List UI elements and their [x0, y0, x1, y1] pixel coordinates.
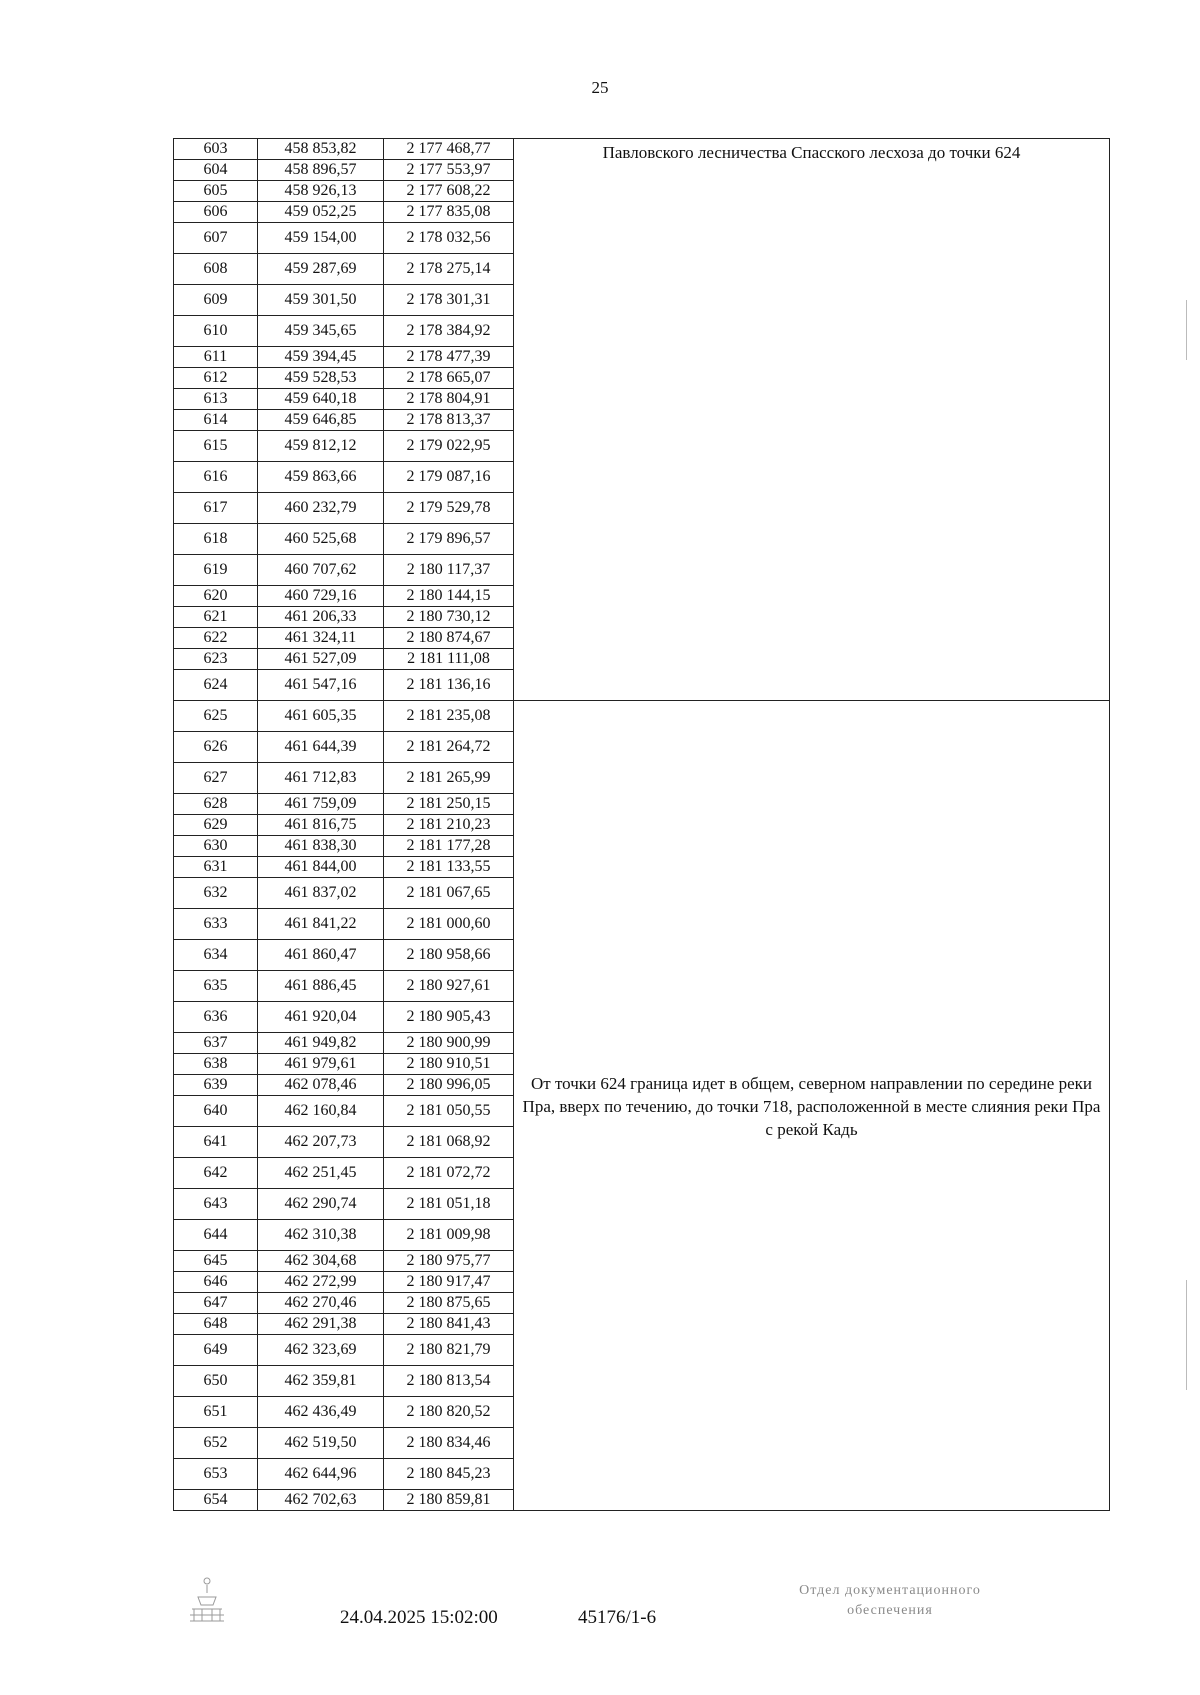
y-coordinate-cell: 2 178 275,14 — [384, 254, 514, 285]
emblem-stamp-icon — [186, 1575, 228, 1627]
x-coordinate-cell: 458 926,13 — [258, 181, 384, 202]
y-coordinate-cell: 2 180 975,77 — [384, 1251, 514, 1272]
x-coordinate-cell: 459 154,00 — [258, 223, 384, 254]
y-coordinate-cell: 2 181 136,16 — [384, 670, 514, 701]
x-coordinate-cell: 462 310,38 — [258, 1220, 384, 1251]
point-number-cell: 652 — [174, 1428, 258, 1459]
y-coordinate-cell: 2 180 841,43 — [384, 1314, 514, 1335]
x-coordinate-cell: 461 816,75 — [258, 815, 384, 836]
y-coordinate-cell: 2 177 468,77 — [384, 139, 514, 160]
x-coordinate-cell: 459 301,50 — [258, 285, 384, 316]
x-coordinate-cell: 458 853,82 — [258, 139, 384, 160]
y-coordinate-cell: 2 179 529,78 — [384, 493, 514, 524]
department-stamp-line: обеспечения — [847, 1603, 933, 1618]
point-number-cell: 604 — [174, 160, 258, 181]
point-number-cell: 629 — [174, 815, 258, 836]
point-number-cell: 627 — [174, 763, 258, 794]
x-coordinate-cell: 461 527,09 — [258, 649, 384, 670]
point-number-cell: 617 — [174, 493, 258, 524]
x-coordinate-cell: 462 290,74 — [258, 1189, 384, 1220]
y-coordinate-cell: 2 181 177,28 — [384, 836, 514, 857]
y-coordinate-cell: 2 180 874,67 — [384, 628, 514, 649]
y-coordinate-cell: 2 177 835,08 — [384, 202, 514, 223]
y-coordinate-cell: 2 180 117,37 — [384, 555, 514, 586]
x-coordinate-cell: 461 920,04 — [258, 1002, 384, 1033]
point-number-cell: 605 — [174, 181, 258, 202]
point-number-cell: 639 — [174, 1075, 258, 1096]
boundary-description-cell: Павловского лесничества Спасского лесхоза до точки 624 — [514, 139, 1110, 701]
y-coordinate-cell: 2 180 958,66 — [384, 940, 514, 971]
point-number-cell: 645 — [174, 1251, 258, 1272]
y-coordinate-cell: 2 181 051,18 — [384, 1189, 514, 1220]
point-number-cell: 644 — [174, 1220, 258, 1251]
point-number-cell: 607 — [174, 223, 258, 254]
x-coordinate-cell: 459 812,12 — [258, 431, 384, 462]
x-coordinate-cell: 462 644,96 — [258, 1459, 384, 1490]
x-coordinate-cell: 460 707,62 — [258, 555, 384, 586]
point-number-cell: 611 — [174, 347, 258, 368]
x-coordinate-cell: 462 359,81 — [258, 1366, 384, 1397]
y-coordinate-cell: 2 177 553,97 — [384, 160, 514, 181]
coordinates-table — [173, 138, 1110, 1511]
y-coordinate-cell: 2 180 813,54 — [384, 1366, 514, 1397]
y-coordinate-cell: 2 181 210,23 — [384, 815, 514, 836]
x-coordinate-cell: 461 841,22 — [258, 909, 384, 940]
x-coordinate-cell: 461 712,83 — [258, 763, 384, 794]
x-coordinate-cell: 460 729,16 — [258, 586, 384, 607]
y-coordinate-cell: 2 180 917,47 — [384, 1272, 514, 1293]
y-coordinate-cell: 2 180 900,99 — [384, 1033, 514, 1054]
y-coordinate-cell: 2 178 301,31 — [384, 285, 514, 316]
y-coordinate-cell: 2 181 068,92 — [384, 1127, 514, 1158]
footer-document-number: 45176/1-6 — [578, 1607, 657, 1628]
y-coordinate-cell: 2 178 804,91 — [384, 389, 514, 410]
x-coordinate-cell: 459 528,53 — [258, 368, 384, 389]
point-number-cell: 648 — [174, 1314, 258, 1335]
y-coordinate-cell: 2 179 022,95 — [384, 431, 514, 462]
scan-mark — [1186, 300, 1187, 360]
point-number-cell: 614 — [174, 410, 258, 431]
point-number-cell: 641 — [174, 1127, 258, 1158]
y-coordinate-cell: 2 178 477,39 — [384, 347, 514, 368]
x-coordinate-cell: 462 251,45 — [258, 1158, 384, 1189]
point-number-cell: 630 — [174, 836, 258, 857]
y-coordinate-cell: 2 181 067,65 — [384, 878, 514, 909]
x-coordinate-cell: 462 270,46 — [258, 1293, 384, 1314]
y-coordinate-cell: 2 179 087,16 — [384, 462, 514, 493]
x-coordinate-cell: 461 837,02 — [258, 878, 384, 909]
y-coordinate-cell: 2 181 133,55 — [384, 857, 514, 878]
point-number-cell: 620 — [174, 586, 258, 607]
x-coordinate-cell: 461 324,11 — [258, 628, 384, 649]
point-number-cell: 619 — [174, 555, 258, 586]
x-coordinate-cell: 459 863,66 — [258, 462, 384, 493]
x-coordinate-cell: 462 291,38 — [258, 1314, 384, 1335]
y-coordinate-cell: 2 178 032,56 — [384, 223, 514, 254]
x-coordinate-cell: 461 949,82 — [258, 1033, 384, 1054]
y-coordinate-cell: 2 180 845,23 — [384, 1459, 514, 1490]
x-coordinate-cell: 459 052,25 — [258, 202, 384, 223]
y-coordinate-cell: 2 180 820,52 — [384, 1397, 514, 1428]
y-coordinate-cell: 2 181 072,72 — [384, 1158, 514, 1189]
y-coordinate-cell: 2 181 000,60 — [384, 909, 514, 940]
point-number-cell: 626 — [174, 732, 258, 763]
point-number-cell: 622 — [174, 628, 258, 649]
x-coordinate-cell: 462 272,99 — [258, 1272, 384, 1293]
x-coordinate-cell: 459 646,85 — [258, 410, 384, 431]
point-number-cell: 651 — [174, 1397, 258, 1428]
point-number-cell: 637 — [174, 1033, 258, 1054]
y-coordinate-cell: 2 180 834,46 — [384, 1428, 514, 1459]
point-number-cell: 635 — [174, 971, 258, 1002]
point-number-cell: 631 — [174, 857, 258, 878]
y-coordinate-cell: 2 178 384,92 — [384, 316, 514, 347]
point-number-cell: 624 — [174, 670, 258, 701]
y-coordinate-cell: 2 180 905,43 — [384, 1002, 514, 1033]
y-coordinate-cell: 2 180 996,05 — [384, 1075, 514, 1096]
point-number-cell: 634 — [174, 940, 258, 971]
x-coordinate-cell: 461 605,35 — [258, 701, 384, 732]
x-coordinate-cell: 461 838,30 — [258, 836, 384, 857]
point-number-cell: 654 — [174, 1490, 258, 1511]
x-coordinate-cell: 461 979,61 — [258, 1054, 384, 1075]
point-number-cell: 625 — [174, 701, 258, 732]
point-number-cell: 653 — [174, 1459, 258, 1490]
point-number-cell: 618 — [174, 524, 258, 555]
x-coordinate-cell: 461 844,00 — [258, 857, 384, 878]
x-coordinate-cell: 462 519,50 — [258, 1428, 384, 1459]
y-coordinate-cell: 2 180 875,65 — [384, 1293, 514, 1314]
point-number-cell: 610 — [174, 316, 258, 347]
x-coordinate-cell: 462 160,84 — [258, 1096, 384, 1127]
x-coordinate-cell: 461 547,16 — [258, 670, 384, 701]
department-stamp-line: Отдел документационного — [799, 1583, 981, 1598]
x-coordinate-cell: 462 323,69 — [258, 1335, 384, 1366]
point-number-cell: 628 — [174, 794, 258, 815]
page-number: 25 — [591, 78, 609, 97]
point-number-cell: 638 — [174, 1054, 258, 1075]
point-number-cell: 633 — [174, 909, 258, 940]
y-coordinate-cell: 2 181 264,72 — [384, 732, 514, 763]
point-number-cell: 613 — [174, 389, 258, 410]
y-coordinate-cell: 2 178 813,37 — [384, 410, 514, 431]
point-number-cell: 606 — [174, 202, 258, 223]
point-number-cell: 615 — [174, 431, 258, 462]
y-coordinate-cell: 2 180 821,79 — [384, 1335, 514, 1366]
y-coordinate-cell: 2 181 050,55 — [384, 1096, 514, 1127]
point-number-cell: 609 — [174, 285, 258, 316]
x-coordinate-cell: 459 640,18 — [258, 389, 384, 410]
x-coordinate-cell: 459 287,69 — [258, 254, 384, 285]
x-coordinate-cell: 462 702,63 — [258, 1490, 384, 1511]
coordinates-table-body — [174, 139, 1110, 1511]
point-number-cell: 640 — [174, 1096, 258, 1127]
x-coordinate-cell: 459 394,45 — [258, 347, 384, 368]
x-coordinate-cell: 462 304,68 — [258, 1251, 384, 1272]
point-number-cell: 650 — [174, 1366, 258, 1397]
footer-datetime: 24.04.2025 15:02:00 — [340, 1607, 498, 1628]
footer — [0, 1575, 1200, 1635]
y-coordinate-cell: 2 181 250,15 — [384, 794, 514, 815]
point-number-cell: 623 — [174, 649, 258, 670]
point-number-cell: 636 — [174, 1002, 258, 1033]
y-coordinate-cell: 2 179 896,57 — [384, 524, 514, 555]
scan-mark — [1186, 1280, 1187, 1390]
table-row — [174, 701, 1110, 732]
point-number-cell: 649 — [174, 1335, 258, 1366]
x-coordinate-cell: 461 759,09 — [258, 794, 384, 815]
y-coordinate-cell: 2 180 859,81 — [384, 1490, 514, 1511]
x-coordinate-cell: 462 436,49 — [258, 1397, 384, 1428]
x-coordinate-cell: 461 860,47 — [258, 940, 384, 971]
point-number-cell: 608 — [174, 254, 258, 285]
y-coordinate-cell: 2 180 910,51 — [384, 1054, 514, 1075]
y-coordinate-cell: 2 181 265,99 — [384, 763, 514, 794]
x-coordinate-cell: 459 345,65 — [258, 316, 384, 347]
boundary-description-cell: От точки 624 граница идет в общем, северном направлении по середине реки Пра, вверх по течению, до точки 718, расположенной в месте слияния реки Пра с рекой Кадь — [514, 701, 1110, 1511]
point-number-cell: 616 — [174, 462, 258, 493]
x-coordinate-cell: 461 644,39 — [258, 732, 384, 763]
y-coordinate-cell: 2 181 009,98 — [384, 1220, 514, 1251]
x-coordinate-cell: 461 206,33 — [258, 607, 384, 628]
y-coordinate-cell: 2 180 730,12 — [384, 607, 514, 628]
point-number-cell: 646 — [174, 1272, 258, 1293]
department-stamp — [740, 1581, 1040, 1621]
point-number-cell: 643 — [174, 1189, 258, 1220]
x-coordinate-cell: 461 886,45 — [258, 971, 384, 1002]
point-number-cell: 647 — [174, 1293, 258, 1314]
point-number-cell: 632 — [174, 878, 258, 909]
point-number-cell: 612 — [174, 368, 258, 389]
y-coordinate-cell: 2 178 665,07 — [384, 368, 514, 389]
point-number-cell: 642 — [174, 1158, 258, 1189]
table-row — [174, 139, 1110, 160]
x-coordinate-cell: 462 207,73 — [258, 1127, 384, 1158]
x-coordinate-cell: 460 525,68 — [258, 524, 384, 555]
y-coordinate-cell: 2 177 608,22 — [384, 181, 514, 202]
x-coordinate-cell: 460 232,79 — [258, 493, 384, 524]
y-coordinate-cell: 2 181 235,08 — [384, 701, 514, 732]
y-coordinate-cell: 2 180 927,61 — [384, 971, 514, 1002]
y-coordinate-cell: 2 181 111,08 — [384, 649, 514, 670]
x-coordinate-cell: 462 078,46 — [258, 1075, 384, 1096]
y-coordinate-cell: 2 180 144,15 — [384, 586, 514, 607]
point-number-cell: 603 — [174, 139, 258, 160]
point-number-cell: 621 — [174, 607, 258, 628]
x-coordinate-cell: 458 896,57 — [258, 160, 384, 181]
